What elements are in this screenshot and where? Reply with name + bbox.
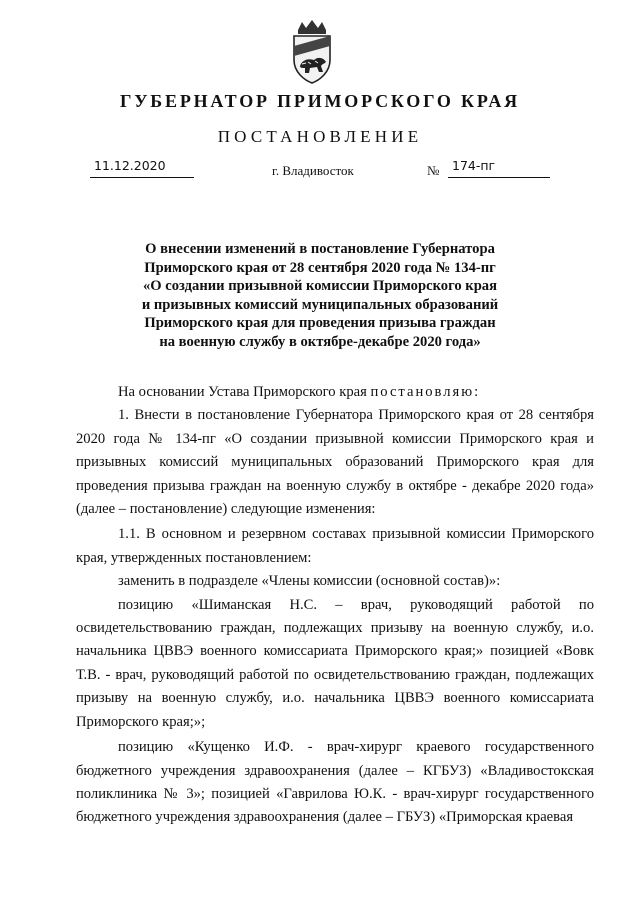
heading-line: О внесении изменений в постановление Губернатора — [145, 241, 495, 257]
date-value: 11.12.2020 — [94, 158, 166, 173]
paragraph-1: 1. Внести в постановление Губернатора Приморского края от 28 сентября 2020 года № 134-пг «О создании призывной комиссии Приморского края и призывных комиссий муниципальных образований Приморского края для проведения призыва граждан на военную службу в октябре - декабре 2020 года» (далее – постановление) следующие изменения: — [76, 407, 594, 518]
paragraph-replace: заменить в подразделе «Члены комиссии (основной состав)»: — [118, 573, 501, 590]
document-heading — [120, 240, 520, 352]
heading-line: Приморского края от 28 сентября 2020 года № 134-пг — [144, 259, 496, 276]
number-sign: № — [427, 163, 440, 178]
issuer-title: ГУБЕРНАТОР ПРИМОРСКОГО КРАЯ — [120, 91, 520, 111]
date-field — [90, 157, 194, 178]
paragraph-position-1: позицию «Шиманская Н.С. – врач, руководящий работой по освидетельствованию граждан, подлежащих призыву на военную службу, и.о. начальника ЦВВЭ военного комиссариата Приморского края;» позицией «Вовк Т.В. - врач, руководящий работой по освидетельствованию граждан, подлежащих призыву на военную службу, и.о. начальника ЦВВЭ военного комиссариата Приморского края;»; — [76, 596, 594, 730]
intro-text: На основании Устава Приморского края — [118, 384, 371, 400]
intro-paragraph — [76, 381, 594, 404]
intro-end: : — [474, 384, 479, 400]
heading-line: и призывных комиссий муниципальных образований — [141, 296, 499, 313]
paragraph-position-2: позицию «Кущенко И.Ф. - врач-хирург краевого государственного бюджетного учреждения здравоохранения (далее – КГБУЗ) «Владивостокская поликлиника № 3»; позицией «Гаврилова Ю.К. - врач-хирург государственного бюджетного учреждения здравоохранения (далее – ГБУЗ) «Приморская краевая — [76, 739, 594, 826]
resolution-word: постановляю — [370, 384, 475, 400]
city-label: г. Владивосток — [272, 163, 354, 178]
paragraph-1-1: 1.1. В основном и резервном составах призывной комиссии Приморского края, утвержденных постановлением: — [76, 526, 594, 566]
heading-line: Приморского края для проведения призыва граждан — [144, 315, 496, 332]
number-value: 174-пг — [452, 158, 496, 173]
document-type: ПОСТАНОВЛЕНИЕ — [217, 127, 423, 146]
document-body — [76, 381, 594, 830]
heading-line: на военную службу в октябре-декабре 2020 года» — [159, 333, 481, 350]
heading-line: «О создании призывной комиссии Приморского края — [142, 278, 498, 295]
coat-of-arms-icon — [288, 20, 336, 84]
number-field — [448, 157, 550, 178]
